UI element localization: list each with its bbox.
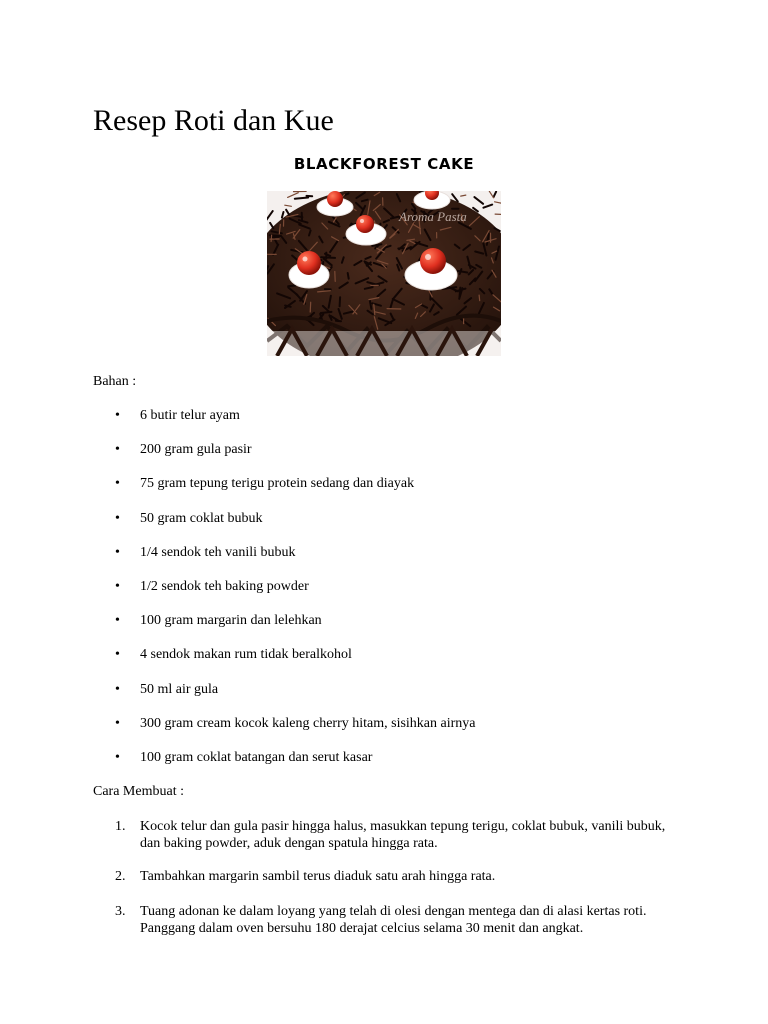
step-text: Tuang adonan ke dalam loyang yang telah di olesi dengan mentega dan di alasi kertas roti. Panggang dalam oven bersuhu 180 derajat celcius selama 30 menit dan angkat. <box>140 904 647 936</box>
ingredients-label: Bahan : <box>93 374 137 389</box>
bullet-icon: • <box>115 579 120 594</box>
ingredient-text: 100 gram margarin dan lelehkan <box>140 613 322 628</box>
step-number: 3. <box>115 904 126 919</box>
ingredient-text: 200 gram gula pasir <box>140 442 252 457</box>
bullet-icon: • <box>115 750 120 765</box>
ingredient-text: 1/4 sendok teh vanili bubuk <box>140 545 296 560</box>
step-text: Tambahkan margarin sambil terus diaduk satu arah hingga rata. <box>140 869 496 884</box>
bullet-icon: • <box>115 613 120 628</box>
recipe-title: BLACKFOREST CAKE <box>293 155 475 173</box>
step-item <box>115 868 695 885</box>
step-text: Kocok telur dan gula pasir hingga halus, masukkan tepung terigu, coklat bubuk, vanili bubuk, dan baking powder, aduk dengan spatula hingga rata. <box>140 819 666 851</box>
ingredient-text: 4 sendok makan rum tidak beralkohol <box>140 647 352 662</box>
step-number: 2. <box>115 869 126 884</box>
bullet-icon: • <box>115 545 120 560</box>
ingredient-text: 75 gram tepung terigu protein sedang dan diayak <box>140 476 415 491</box>
bullet-icon: • <box>115 408 120 423</box>
bullet-icon: • <box>115 716 120 731</box>
ingredient-text: 50 gram coklat bubuk <box>140 511 263 526</box>
method-label: Cara Membuat : <box>93 784 184 799</box>
blackforest-cake-photo <box>267 191 501 356</box>
ingredient-text: 100 gram coklat batangan dan serut kasar <box>140 750 373 765</box>
ingredient-text: 6 butir telur ayam <box>140 408 240 423</box>
photo-watermark-logo: Aroma Pasta <box>399 209 467 224</box>
document-title: Resep Roti dan Kue <box>93 104 334 137</box>
step-item <box>115 903 695 937</box>
ingredient-text: 300 gram cream kocok kaleng cherry hitam, sisihkan airnya <box>140 716 476 731</box>
step-number: 1. <box>115 819 126 834</box>
bullet-icon: • <box>115 442 120 457</box>
bullet-icon: • <box>115 511 120 526</box>
bullet-icon: • <box>115 647 120 662</box>
step-item <box>115 818 695 852</box>
bullet-icon: • <box>115 476 120 491</box>
bullet-icon: • <box>115 682 120 697</box>
ingredient-text: 50 ml air gula <box>140 682 219 697</box>
ingredient-text: 1/2 sendok teh baking powder <box>140 579 309 594</box>
